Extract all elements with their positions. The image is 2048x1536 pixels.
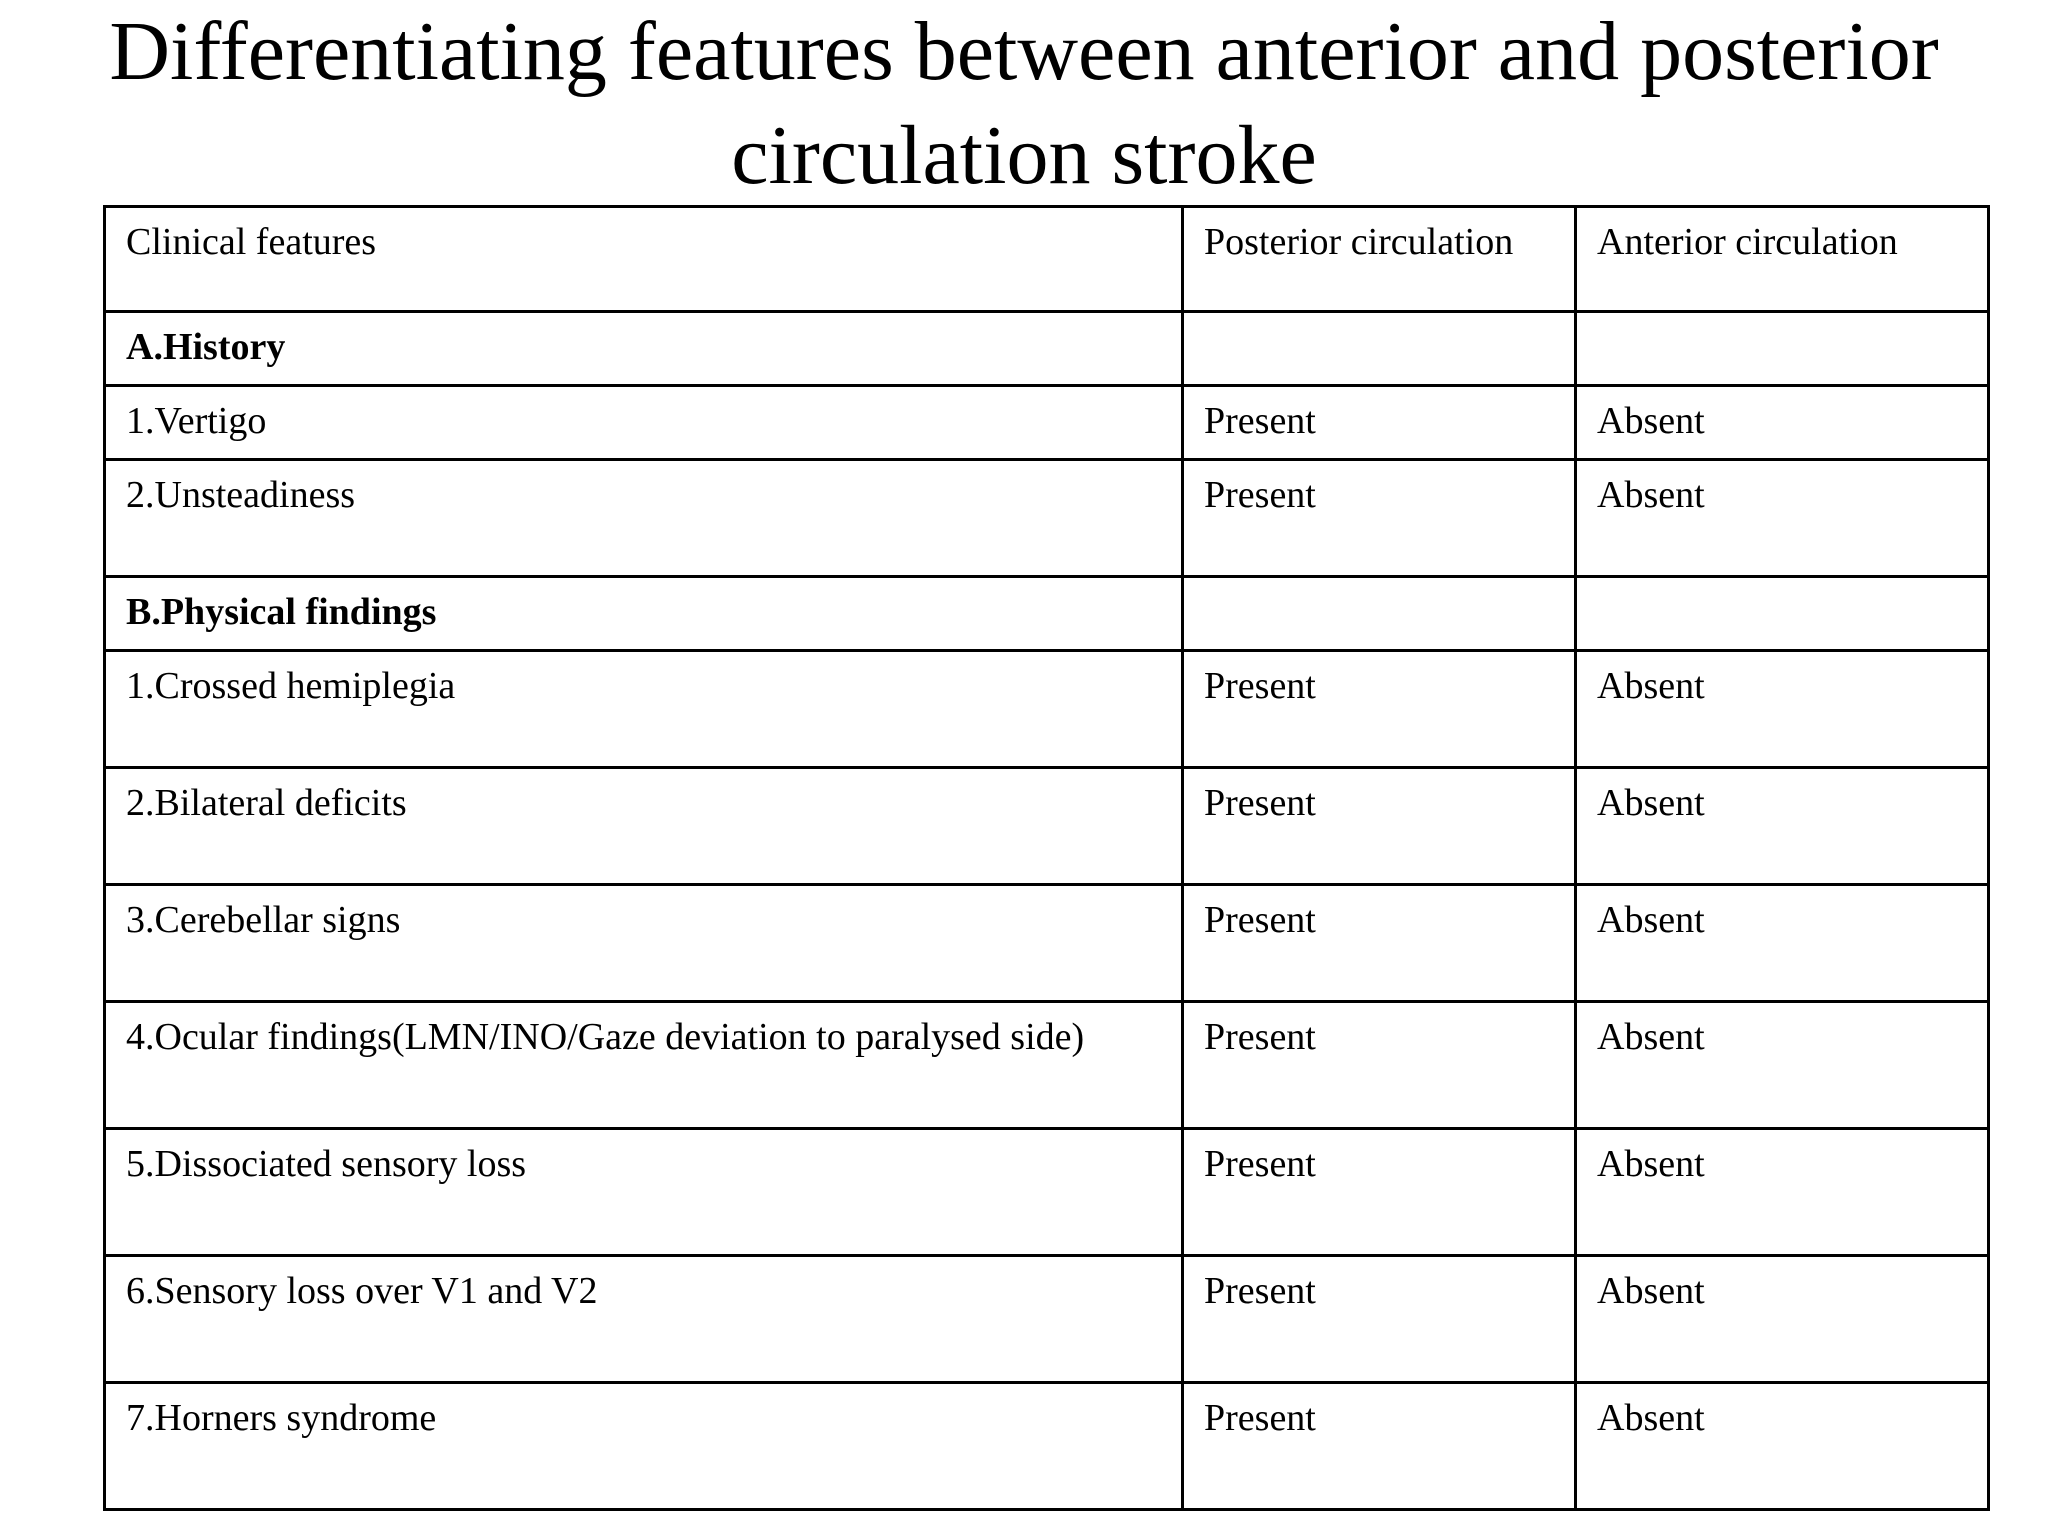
- feature-cell: 2.Bilateral deficits: [105, 768, 1183, 885]
- feature-cell: 1.Vertigo: [105, 386, 1183, 460]
- section-row-history: [105, 312, 1989, 386]
- header-posterior-circulation: Posterior circulation: [1183, 207, 1576, 312]
- anterior-cell: Absent: [1576, 651, 1989, 768]
- feature-cell: 2.Unsteadiness: [105, 460, 1183, 577]
- anterior-cell: [1576, 312, 1989, 386]
- anterior-cell: [1576, 577, 1989, 651]
- posterior-cell: Present: [1183, 1256, 1576, 1383]
- anterior-cell: Absent: [1576, 1383, 1989, 1510]
- anterior-cell: Absent: [1576, 1256, 1989, 1383]
- anterior-cell: Absent: [1576, 1002, 1989, 1129]
- section-label: A.History: [105, 312, 1183, 386]
- anterior-cell: Absent: [1576, 1129, 1989, 1256]
- comparison-table: [103, 205, 1990, 1511]
- section-label: B.Physical findings: [105, 577, 1183, 651]
- table-row: [105, 885, 1989, 1002]
- anterior-cell: Absent: [1576, 768, 1989, 885]
- posterior-cell: Present: [1183, 885, 1576, 1002]
- table-row: [105, 651, 1989, 768]
- table-row: [105, 386, 1989, 460]
- header-anterior-circulation: Anterior circulation: [1576, 207, 1989, 312]
- feature-cell: 4.Ocular findings(LMN/INO/Gaze deviation to paralysed side): [105, 1002, 1183, 1129]
- anterior-cell: Absent: [1576, 885, 1989, 1002]
- feature-cell: 7.Horners syndrome: [105, 1383, 1183, 1510]
- header-clinical-features: Clinical features: [105, 207, 1183, 312]
- table-row: [105, 1256, 1989, 1383]
- table-row: [105, 1129, 1989, 1256]
- posterior-cell: [1183, 312, 1576, 386]
- table-header-row: [105, 207, 1989, 312]
- posterior-cell: Present: [1183, 1383, 1576, 1510]
- section-row-physical-findings: [105, 577, 1989, 651]
- feature-cell: 1.Crossed hemiplegia: [105, 651, 1183, 768]
- feature-cell: 3.Cerebellar signs: [105, 885, 1183, 1002]
- anterior-cell: Absent: [1576, 460, 1989, 577]
- table-row: [105, 460, 1989, 577]
- slide-title: Differentiating features between anterior and posterior circulation stroke: [109, 5, 1939, 202]
- feature-cell: 6.Sensory loss over V1 and V2: [105, 1256, 1183, 1383]
- table-row: [105, 1002, 1989, 1129]
- posterior-cell: Present: [1183, 386, 1576, 460]
- table-row: [105, 768, 1989, 885]
- posterior-cell: Present: [1183, 1002, 1576, 1129]
- anterior-cell: Absent: [1576, 386, 1989, 460]
- posterior-cell: Present: [1183, 460, 1576, 577]
- posterior-cell: [1183, 577, 1576, 651]
- feature-cell: 5.Dissociated sensory loss: [105, 1129, 1183, 1256]
- posterior-cell: Present: [1183, 651, 1576, 768]
- table-row: [105, 1383, 1989, 1510]
- posterior-cell: Present: [1183, 768, 1576, 885]
- posterior-cell: Present: [1183, 1129, 1576, 1256]
